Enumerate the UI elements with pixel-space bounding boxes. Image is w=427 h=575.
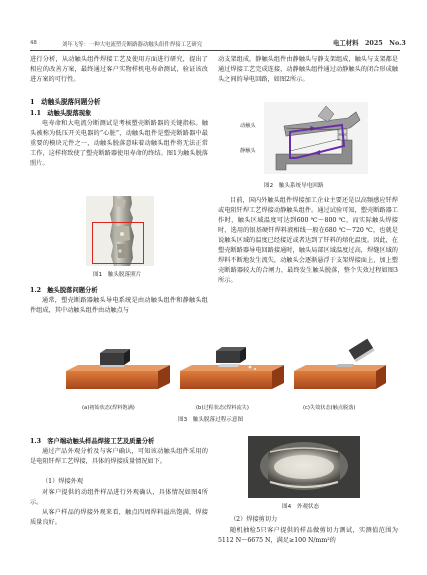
section-1-3-text-2: 对客户提供的动组件样品进行外观确认，具体情况如图4所示。 [30, 489, 208, 506]
figure-3a-initial-state [66, 349, 170, 389]
section-1-heading: 1 动触头脱落问题分析 [30, 98, 101, 106]
section-1-3-heading: 1.3 客户端动触头样品焊接工艺及质量分析 [30, 438, 155, 445]
running-title: 刘年飞等：一种大电流塑壳断路器动触头组件焊接工艺研究 [62, 42, 203, 48]
section-1-3-text: 通过产品外观分析及与客户确认，可知该动触头组件采用的是电阻钎焊工艺焊接，具体的焊接质量情况如下。 [30, 448, 208, 465]
section-1-1-text: 电寿命和大电流分断测试是考核塑壳断路器的关键指标。触头被称为低压开关电器的“心脏”，动触头组件是塑壳断路器中最重要的模块元件之一，动触头脱落意味着动触头组件将无法正常工作，这样将致使了塑壳断路器使用寿命的终结。图1为触头脱落照片。 [30, 120, 208, 167]
section-1-2-heading: 1.2 触头脱落问题分析 [30, 287, 98, 294]
figure-3c-label: (c)失效状态(触点脱落) [303, 405, 356, 411]
figure-4-caption: 图4 外观状态 [282, 504, 320, 510]
journal-name: 电工材料 2025 No.3 [333, 39, 406, 47]
figure-3a-label: (a)初始状态(焊料饱满) [82, 405, 135, 411]
figure-1-caption: 图1 触头脱落照片 [93, 272, 142, 278]
section-1-3-text-3: 从客户样品的焊接外观来看，触点四周焊料溢出饱满，焊接质量良好。 [30, 509, 208, 526]
right-paragraph-2: 目前，国内外触头组件焊接加工企业主要还是以高频感应钎焊或电阻钎焊工艺焊接动静触头组件。通过试验可知，塑壳断路器工作时，触头区域温度可达到600 ℃～800 ℃，而实际触头焊接时，选用的银基硬钎焊料液相线一般在680 ℃～720 ℃，也就是说触头区域的温度已经接近或者达到了钎料的熔化温度。因此，在塑壳断路器导电回路接通时，触头局部区域温度过高，焊缝区域的焊料不断地发生流失，动触头会逐渐悬浮于支架焊接面上，加上塑壳断路器较大的合闸力，最终发生触头脱落，整个失效过程如图3所示。 [218, 197, 398, 284]
figure-2-label-moving-contact: 动触头 [240, 123, 256, 129]
section-1-1-heading: 1.1 动触头脱落现象 [30, 110, 92, 117]
figure-2-label-static-contact: 静触头 [240, 148, 256, 154]
figure-3c-failure-state [294, 339, 386, 389]
figure-3b-process-state [180, 347, 284, 389]
figure-1-photo [86, 196, 154, 266]
figure-2-caption: 图2 触头系统导电回路 [264, 183, 324, 189]
figure-3-diagrams [62, 337, 388, 401]
right-item-2: （2）焊接剪切力 [230, 516, 278, 523]
figure-4-photo [248, 436, 360, 498]
figure-2-diagram [240, 98, 372, 178]
figure-1-highlight-box [92, 222, 144, 264]
header-rule [30, 50, 400, 51]
section-1-3-item-1: （1）焊接外观 [42, 478, 84, 485]
right-paragraph-3: 随机抽检5只客户提供的样品做剪切力测试，实测值范围为5112 N～6675 N，满足≥100 N/mm²的 [218, 527, 398, 544]
figure-3-caption: 图3 触头脱落过程示意图 [178, 417, 244, 423]
figure-3b-label: (b)过程状态(焊料流失) [196, 405, 249, 411]
intro-paragraph: 进行分析，从动触头组件焊接工艺及使用方面进行研究，提出了相应的改善方案，最终通过客户实物样机电寿命测试，验证该改进方案的可行性。 [30, 56, 208, 83]
right-paragraph-1: 动支架组成，静触头组件由静触头与静支架组成，触头与支架都是通过焊接工艺完成连接，动静触头组件通过动静触头的闭合形成触头之间的导电回路，如图2所示。 [218, 56, 398, 83]
page-number: 48 [30, 40, 37, 46]
section-1-2-text: 通常，塑壳断路器触头导电系统是由动触头组件和静触头组件组成，其中动触头组件由动触点与 [30, 297, 208, 314]
